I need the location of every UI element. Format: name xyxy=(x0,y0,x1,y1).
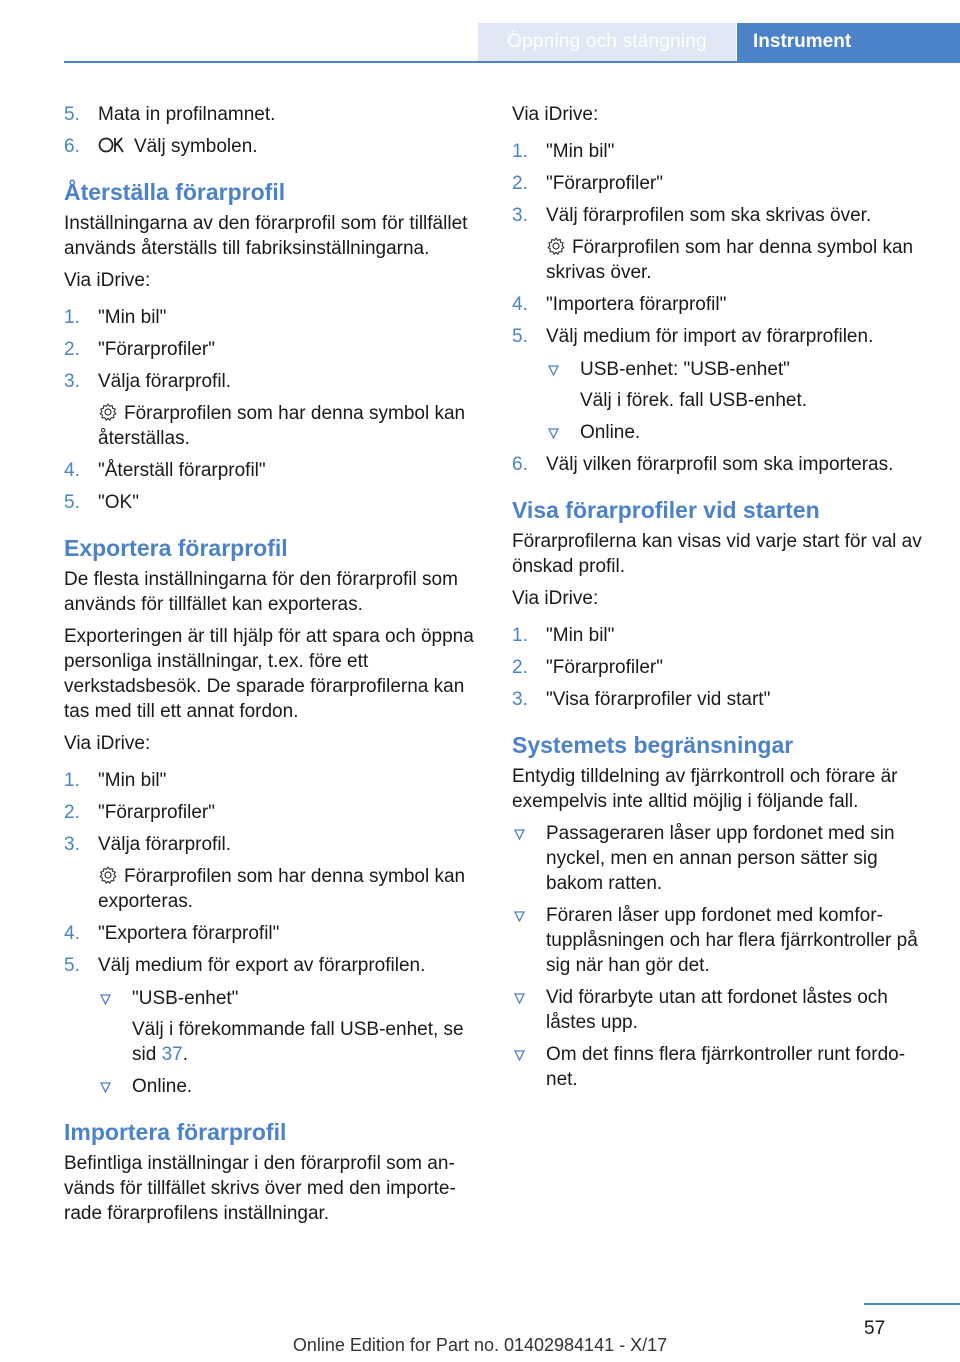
step-text: "Förarprofiler" xyxy=(546,657,663,678)
bullet-text: Föraren låser upp fordonet med komfortupplåsningen och har flera fjärrkontroller på sig när han gör det. xyxy=(546,905,918,976)
heading-export-profile: Exportera förarprofil xyxy=(64,535,288,561)
page-number-rule xyxy=(864,1303,960,1305)
export-medium-list xyxy=(98,986,478,1099)
chapter-tab[interactable]: Instrument xyxy=(737,23,960,61)
footer-edition-text: Online Edition for Part no. 01402984141 - X/17 xyxy=(292,1335,668,1355)
step-text: Välja förarprofil. xyxy=(98,371,232,392)
via-idrive-label: Via iDrive: xyxy=(512,588,599,609)
step-text: Välj vilken förarprofil som ska importeras. xyxy=(546,454,894,475)
step-number: 2. xyxy=(512,173,528,194)
list-item xyxy=(64,337,478,362)
bullet-item xyxy=(512,985,930,1035)
via-idrive-label: Via iDrive: xyxy=(64,733,151,754)
right-column xyxy=(512,102,930,1099)
triangle-bullet-icon xyxy=(100,994,111,1005)
bullet-text: Passageraren låser upp fordonet med sin nyckel, men en annan person sätter sig bakom ratten. xyxy=(546,823,895,894)
bullet-text: USB-enhet: "USB-enhet" xyxy=(580,359,790,380)
heading-system-limits: Systemets begränsningar xyxy=(512,732,794,758)
paragraph: Entydig tilldelning av fjärrkontroll och förare är exempelvis inte alltid möjlig i följande fall. xyxy=(512,766,898,812)
step-number: 1. xyxy=(64,307,80,328)
paragraph: Förarprofilerna kan visas vid varje start för val av önskad profil. xyxy=(512,531,922,577)
limits-bullet-list xyxy=(512,821,930,1092)
step-number: 3. xyxy=(64,371,80,392)
step-text: "OK" xyxy=(98,492,139,513)
bullet-item xyxy=(546,357,930,413)
bullet-note xyxy=(132,1017,478,1067)
step-number: 6. xyxy=(512,454,528,475)
step-number: 2. xyxy=(64,802,80,823)
step-note xyxy=(546,235,930,285)
list-item xyxy=(64,921,478,946)
list-item xyxy=(512,324,930,445)
step-text: Mata in profilnamnet. xyxy=(98,104,276,125)
header-rule xyxy=(64,61,960,63)
page-link[interactable]: 37 xyxy=(161,1044,183,1065)
step-text: Välja förarprofil. xyxy=(98,834,232,855)
heading-import-profile: Importera förarprofil xyxy=(64,1119,287,1145)
gear-icon xyxy=(98,865,118,885)
step-number: 3. xyxy=(512,205,528,226)
step-text: "Förarprofiler" xyxy=(98,802,215,823)
bullet-item xyxy=(512,903,930,978)
step-number: 1. xyxy=(512,141,528,162)
list-item xyxy=(64,490,478,515)
triangle-bullet-icon xyxy=(514,911,525,922)
step-number: 5. xyxy=(512,326,528,347)
step-number: 5. xyxy=(64,492,80,513)
bullet-note: Välj i förek. fall USB-enhet. xyxy=(580,390,808,411)
list-item xyxy=(64,134,478,159)
note-text: Förarprofilen som har denna symbol kan skrivas över. xyxy=(546,237,914,283)
step-number: 4. xyxy=(64,923,80,944)
list-item xyxy=(64,305,478,330)
list-item xyxy=(512,655,930,680)
list-item xyxy=(64,768,478,793)
step-text: "Exportera förarprofil" xyxy=(98,923,280,944)
step-number: 3. xyxy=(64,834,80,855)
heading-reset-profile: Återställa förarprofil xyxy=(64,179,286,205)
step-text: "Min bil" xyxy=(98,770,167,791)
step-text: "Förarprofiler" xyxy=(546,173,663,194)
via-idrive-label: Via iDrive: xyxy=(512,104,599,125)
bullet-item xyxy=(512,1042,930,1092)
step-text: Välj medium för import av förarprofilen. xyxy=(546,326,874,347)
step-number: 1. xyxy=(64,770,80,791)
step-number: 5. xyxy=(64,104,80,125)
page-number: 57 xyxy=(864,1318,886,1339)
step-text: "Importera förarprofil" xyxy=(546,294,727,315)
step-text: "Min bil" xyxy=(546,625,615,646)
bullet-item xyxy=(546,420,930,445)
left-column xyxy=(64,102,478,1233)
step-note xyxy=(98,864,478,914)
triangle-bullet-icon xyxy=(514,993,525,1004)
list-item xyxy=(512,139,930,164)
list-item xyxy=(64,832,478,914)
step-number: 1. xyxy=(512,625,528,646)
import-steps-list xyxy=(512,139,930,477)
paragraph: De flesta inställningarna för den förarprofil som används för tillfället kan exporteras. xyxy=(64,569,458,615)
triangle-bullet-icon xyxy=(548,428,559,439)
paragraph: Exporteringen är till hjälp för att spara och öppna personliga inställningar, t.ex. före ett verkstadsbesök. De sparade förarprofilerna kan tas med till ett annat fordon. xyxy=(64,626,474,722)
step-text: Välj förarprofilen som ska skrivas över. xyxy=(546,205,872,226)
export-steps-list xyxy=(64,768,478,1099)
list-item xyxy=(512,292,930,317)
step-number: 5. xyxy=(64,955,80,976)
list-item xyxy=(64,458,478,483)
triangle-bullet-icon xyxy=(514,1050,525,1061)
bullet-text: Vid förarbyte utan att fordonet låstes och låstes upp. xyxy=(546,987,888,1033)
note-text: Förarprofilen som har denna symbol kan återställas. xyxy=(98,403,466,449)
step-text: "Återställ förarprofil" xyxy=(98,460,266,481)
bullet-item xyxy=(512,821,930,896)
import-medium-list xyxy=(546,357,930,445)
list-item xyxy=(512,203,930,285)
step-note xyxy=(98,401,478,451)
note-text: Förarprofilen som har denna symbol kan exporteras. xyxy=(98,866,466,912)
section-tab[interactable]: Öppning och stängning xyxy=(478,23,736,61)
note-text: Välj i förekommande fall USB-enhet, se sid xyxy=(132,1019,464,1065)
step-number: 6. xyxy=(64,136,80,157)
step-number: 4. xyxy=(512,294,528,315)
gear-icon xyxy=(546,236,566,256)
step-text: "Min bil" xyxy=(546,141,615,162)
list-item xyxy=(64,800,478,825)
startup-steps-list xyxy=(512,623,930,712)
list-item xyxy=(512,452,930,477)
step-number: 3. xyxy=(512,689,528,710)
list-item xyxy=(64,953,478,1099)
reset-steps-list xyxy=(64,305,478,515)
via-idrive-label: Via iDrive: xyxy=(64,270,151,291)
step-number: 2. xyxy=(64,339,80,360)
triangle-bullet-icon xyxy=(514,829,525,840)
list-item xyxy=(512,687,930,712)
note-end: . xyxy=(182,1044,188,1065)
step-number: 2. xyxy=(512,657,528,678)
bullet-text: "USB-enhet" xyxy=(132,988,239,1009)
list-item xyxy=(512,623,930,648)
step-text: "Min bil" xyxy=(98,307,167,328)
triangle-bullet-icon xyxy=(100,1082,111,1093)
step-text: Välj medium för export av förarprofilen. xyxy=(98,955,426,976)
step-text: "Visa förarprofiler vid start" xyxy=(546,689,771,710)
list-item xyxy=(512,171,930,196)
gear-icon xyxy=(98,402,118,422)
list-item xyxy=(64,369,478,451)
bullet-item xyxy=(98,986,478,1067)
step-text: "Förarprofiler" xyxy=(98,339,215,360)
ok-icon xyxy=(98,135,126,155)
paragraph: Befintliga inställningar i den förarprofil som används för tillfället skrivs över med den importerade förarprofilens inställningar. xyxy=(64,1153,456,1224)
bullet-item xyxy=(98,1074,478,1099)
heading-show-profiles-startup: Visa förarprofiler vid starten xyxy=(512,497,820,523)
step-number: 4. xyxy=(64,460,80,481)
bullet-text: Online. xyxy=(132,1076,193,1097)
profile-steps-list xyxy=(64,102,478,159)
step-text: Välj symbolen. xyxy=(134,136,258,157)
bullet-text: Om det finns flera fjärrkontroller runt fordonet. xyxy=(546,1044,906,1090)
bullet-text: Online. xyxy=(580,422,641,443)
list-item xyxy=(64,102,478,127)
triangle-bullet-icon xyxy=(548,365,559,376)
paragraph: Inställningarna av den förarprofil som för tillfället används återställs till fabriksinställningarna. xyxy=(64,213,468,259)
